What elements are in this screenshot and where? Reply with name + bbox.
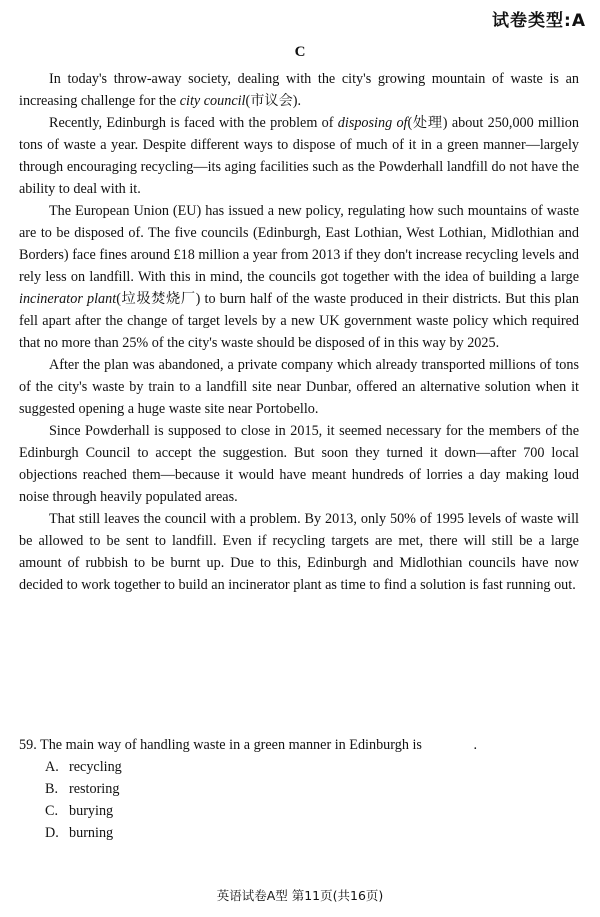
- passage-paragraph-3: [19, 200, 579, 354]
- p3-text-end: to burn half of the waste produced in their districts. But this plan fell apart after the change of target levels by a new UK government waste policy which required that no more than 25% of the city's waste should be disposed of in this way by 2025.: [19, 291, 579, 351]
- p1-text: In today's throw-away society, dealing with the city's growing mountain of waste is an increasing challenge for the: [19, 71, 579, 109]
- page-footer: 英语试卷A型 第11页(共16页): [216, 888, 384, 903]
- question-number: 59.: [19, 737, 37, 753]
- passage-paragraph-4: After the plan was abandoned, a private company which already transported millions of tons of the city's waste by train to a landfill site near Dunbar, offered an alternative solution when it suggested opening a huge waste site near Portobello.: [19, 357, 579, 417]
- passage-paragraph-5: Since Powderhall is supposed to close in 2015, it seemed necessary for the members of the Edinburgh Council to accept the suggestion. But soon they turned it down—after 700 local objections reached them—because it would have meant hundreds of lorries a day making loud noise through heavily populated areas.: [19, 423, 579, 505]
- passage-paragraph-2: [19, 112, 579, 200]
- question-text: The main way of handling waste in a green manner in Edinburgh is: [40, 737, 422, 753]
- option-d: [19, 822, 579, 844]
- option-b: [19, 778, 579, 800]
- paper-type-label: 试卷类型:A: [492, 11, 586, 31]
- passage-paragraph-1: [19, 68, 579, 112]
- option-letter: A.: [45, 759, 59, 775]
- p1-gloss: (市议会): [245, 93, 298, 109]
- p3-term: incinerator plant: [19, 291, 117, 307]
- reading-passage: [19, 68, 579, 596]
- section-letter: C: [294, 44, 306, 60]
- p2-gloss: (处理): [407, 115, 448, 131]
- option-text: burning: [69, 825, 114, 841]
- question-end-mark: .: [473, 737, 478, 753]
- p1-text-end: .: [297, 93, 302, 109]
- p3-gloss: (垃圾焚烧厂): [116, 291, 201, 307]
- p2-term: disposing of: [337, 115, 408, 131]
- option-letter: B.: [45, 781, 59, 797]
- option-a: [19, 756, 579, 778]
- p2-text: Recently, Edinburgh is faced with the problem of: [49, 115, 338, 131]
- p2-text-end: about 250,000 million tons of waste a year. Despite different ways to dispose of much of it in a green manner—largely through encouraging recycling—its aging facilities such as the Powderhall landfill do not have the ability to deal with it.: [19, 115, 579, 197]
- p1-term: city council: [179, 93, 246, 109]
- option-text: recycling: [69, 759, 122, 775]
- option-letter: D.: [45, 825, 59, 841]
- option-letter: C.: [45, 803, 59, 819]
- question-59: [19, 734, 579, 844]
- option-c: [19, 800, 579, 822]
- p3-text: The European Union (EU) has issued a new policy, regulating how such mountains of waste are to be disposed of. The five councils (Edinburgh, East Lothian, West Lothian, Midlothian and Borders) face fines around £18 million a year from 2013 if they don't increase recycling levels and rely less on landfill. With this in mind, the councils got together with the idea of building a large: [19, 203, 579, 285]
- question-stem: [19, 734, 579, 756]
- option-text: restoring: [69, 781, 120, 797]
- answer-options: [19, 756, 579, 844]
- option-text: burying: [69, 803, 114, 819]
- passage-paragraph-6: That still leaves the council with a problem. By 2013, only 50% of 1995 levels of waste will be allowed to be sent to landfill. Even if recycling targets are met, there will still be a large amount of rubbish to be burnt up. Due to this, Edinburgh and Midlothian councils have now decided to work together to build an incinerator plant as time to find a solution is fast running out.: [19, 511, 579, 593]
